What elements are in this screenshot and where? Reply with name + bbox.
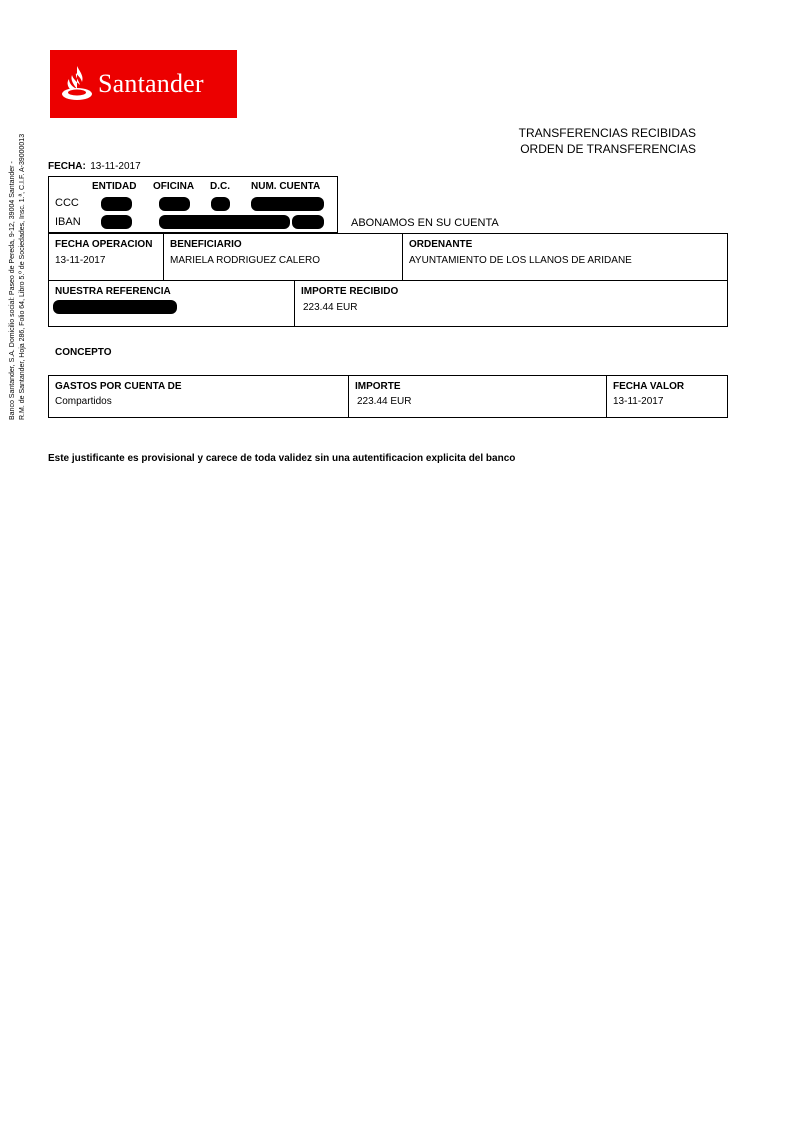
referencia-cell	[49, 281, 295, 326]
ordenante-cell	[403, 234, 727, 280]
redaction	[211, 197, 230, 211]
title-line2: ORDEN DE TRANSFERENCIAS	[520, 142, 696, 156]
redaction	[292, 215, 324, 229]
importe-value: 223.44 EUR	[357, 396, 412, 407]
redaction	[101, 197, 132, 211]
fecha-operacion-value: 13-11-2017	[55, 255, 106, 266]
row-ccc: CCC	[55, 197, 79, 209]
operation-table	[48, 233, 728, 281]
gastos-cell	[49, 376, 349, 417]
importe-recibido-cell	[295, 281, 727, 326]
fecha-valor-label: FECHA VALOR	[613, 381, 685, 392]
bank-name: Santander	[98, 69, 204, 98]
legal-sidebar	[8, 120, 28, 420]
santander-logo	[50, 50, 237, 118]
account-box	[48, 176, 338, 233]
beneficiario-label: BENEFICIARIO	[170, 239, 242, 250]
gastos-label: GASTOS POR CUENTA DE	[55, 381, 182, 392]
ordenante-value: AYUNTAMIENTO DE LOS LLANOS DE ARIDANE	[409, 255, 632, 266]
reference-table	[48, 280, 728, 327]
fecha-valor-value: 13-11-2017	[613, 396, 664, 407]
importe-recibido-label: IMPORTE RECIBIDO	[301, 286, 399, 297]
disclaimer: Este justificante es provisional y carece de toda validez sin una autentificacion explicita del banco	[48, 453, 516, 464]
legal-text-line1: Banco Santander, S.A. Domicilio social: Paseo de Pereda, 9-12, 39004 Santander -	[9, 161, 16, 420]
gastos-value: Compartidos	[55, 396, 112, 407]
document-date	[48, 156, 141, 174]
flame-icon	[60, 64, 94, 104]
redaction	[159, 215, 290, 229]
col-dc: D.C.	[210, 181, 230, 192]
expenses-table	[48, 375, 728, 418]
redaction	[159, 197, 190, 211]
title-line1: TRANSFERENCIAS RECIBIDAS	[518, 126, 696, 140]
importe-label: IMPORTE	[355, 381, 401, 392]
beneficiario-value: MARIELA RODRIGUEZ CALERO	[170, 255, 321, 266]
document-title	[519, 125, 696, 157]
concepto-label: CONCEPTO	[55, 347, 112, 358]
fecha-valor-cell	[607, 376, 727, 417]
redaction	[251, 197, 324, 211]
importe-recibido-value: 223.44 EUR	[303, 302, 358, 313]
date-label: FECHA:	[48, 161, 86, 172]
ordenante-label: ORDENANTE	[409, 239, 473, 250]
fecha-operacion-cell	[49, 234, 164, 280]
importe-cell	[349, 376, 607, 417]
referencia-label: NUESTRA REFERENCIA	[55, 286, 171, 297]
redaction	[101, 215, 132, 229]
legal-text-line2: R.M. de Santander, Hoja 286, Folio 64, Libro 5.º de Sociedades, Insc. 1.ª, C.I.F. A-39000013	[19, 133, 26, 420]
fecha-operacion-label: FECHA OPERACION	[55, 239, 153, 250]
col-num-cuenta: NUM. CUENTA	[251, 181, 321, 192]
date-value: 13-11-2017	[90, 161, 141, 172]
col-entidad: ENTIDAD	[92, 181, 137, 192]
col-oficina: OFICINA	[153, 181, 195, 192]
row-iban: IBAN	[55, 216, 81, 228]
redaction	[53, 300, 177, 314]
beneficiario-cell	[164, 234, 403, 280]
credit-notice: ABONAMOS EN SU CUENTA	[351, 217, 499, 229]
